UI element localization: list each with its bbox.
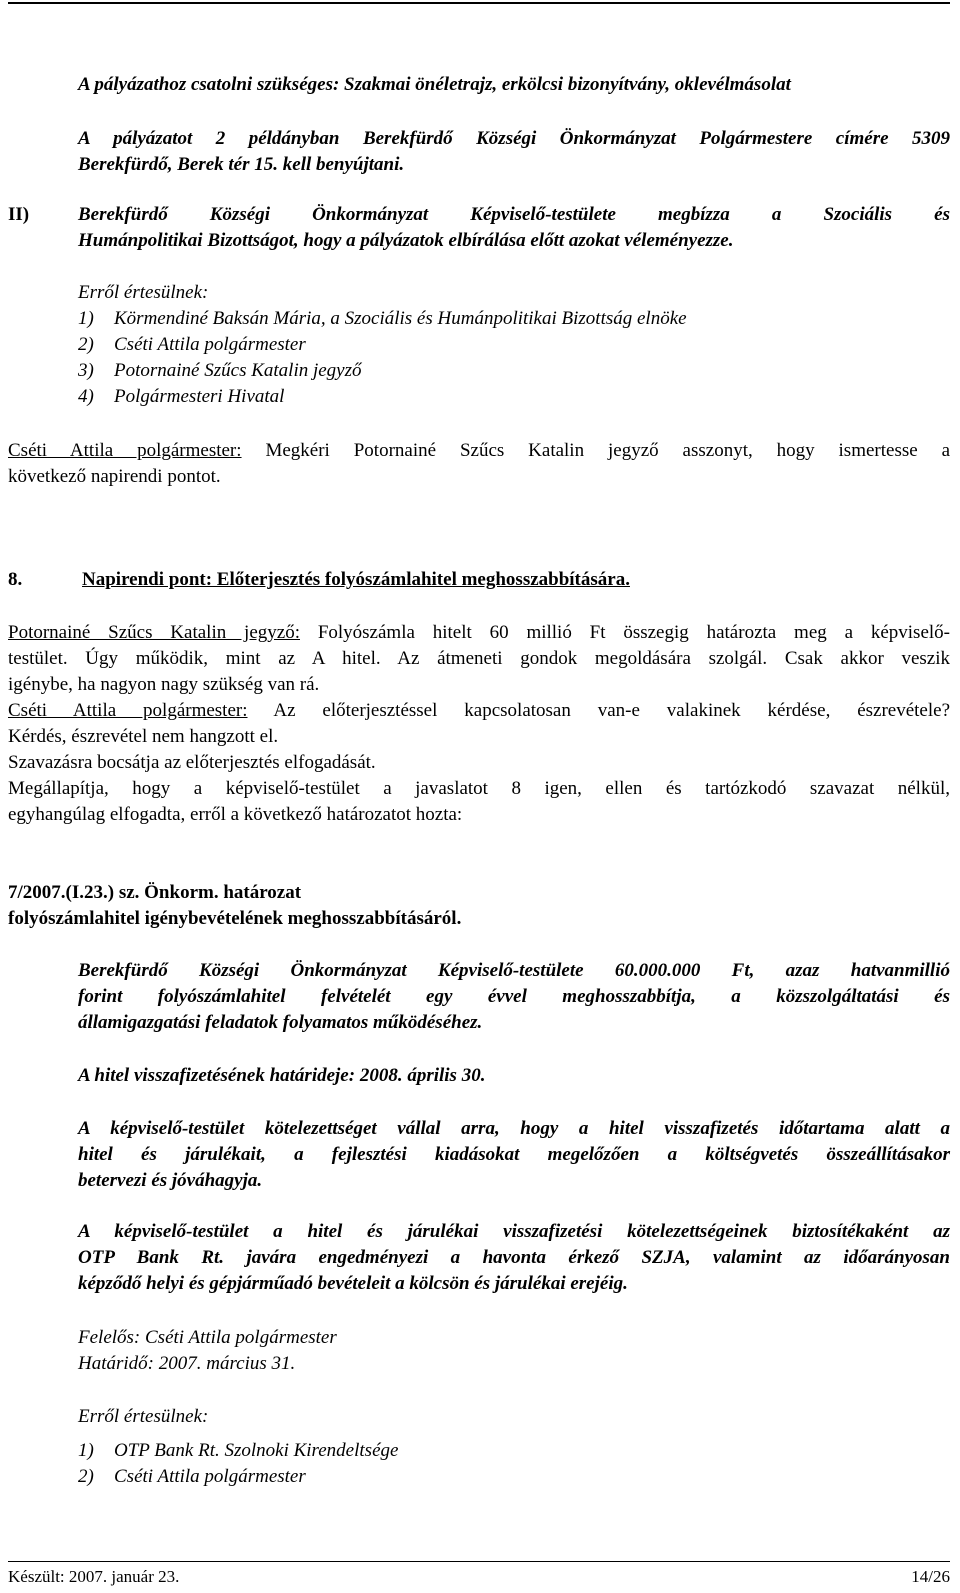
resolution-number: 7/2007.(I.23.) sz. Önkorm. határozat	[8, 882, 302, 903]
resolution-responsibility	[0, 1325, 960, 1377]
speaker-name: Cséti Attila polgármester:	[8, 440, 242, 461]
list-item: 2) Cséti Attila polgármester	[78, 1466, 306, 1487]
resolution-paragraph-4: A képviselő-testület a hitel és járulékai visszafizetési kötelezettségeinek biztosítékaként az OTP Bank Rt. javára engedményezi a havonta érkező SZJA, valamint az időarányosan képződő helyi és gépjárműadó bevételeit a kölcsön és járulékai erejéig.	[78, 1221, 950, 1294]
submission-paragraph: A pályázatot 2 példányban Berekfürdő Községi Önkormányzat Polgármestere címére 5309 Berekfürdő, Berek tér 15. kell benyújtani.	[78, 128, 950, 175]
attachments-paragraph: A pályázathoz csatolni szükséges: Szakmai önéletrajz, erkölcsi bizonyítvány, oklevélmásolat	[78, 74, 791, 95]
resolution-paragraph-2: A hitel visszafizetésének határideje: 2008. április 30.	[78, 1065, 486, 1086]
list-item: 2) Cséti Attila polgármester	[78, 334, 306, 355]
list-item: 1) Körmendiné Baksán Mária, a Szociális és Humánpolitikai Bizottság elnöke	[78, 308, 687, 329]
resolution-paragraph-3: A képviselő-testület kötelezettséget vállal arra, hogy a hitel visszafizetés időtartama alatt a hitel és járulékait, a fejlesztési kiadásokat megelőzően a költségvetés összeállításakor betervezi és jóváhagyja.	[78, 1118, 950, 1191]
deadline: Határidő: 2007. március 31.	[78, 1353, 296, 1374]
agenda-heading: 8. Napirendi pont: Előterjesztés folyószámlahitel meghosszabbítására.	[8, 569, 630, 590]
list-item: 3) Potornainé Szűcs Katalin jegyző	[78, 360, 362, 381]
list-item: 4) Polgármesteri Hivatal	[78, 386, 285, 407]
speech-notary: Potornainé Szűcs Katalin jegyző: Folyószámla hitelt 60 millió Ft összegig határozta meg a képviselő- testület. Úgy működik, mint az A hitel. Az átmeneti gondok megoldására szolgál. Csak akkor veszik igénybe, ha nagyon nagy szükség van rá.	[8, 622, 950, 695]
notify-heading: Erről értesülnek:	[78, 1406, 209, 1427]
footer-rule	[8, 1561, 950, 1562]
footer-date: Készült: 2007. január 23.	[8, 1567, 180, 1586]
notify-heading: Erről értesülnek:	[78, 282, 209, 303]
top-rule	[8, 2, 950, 4]
list-item: 1) OTP Bank Rt. Szolnoki Kirendeltsége	[78, 1440, 399, 1461]
section-ii: II) Berekfürdő Községi Önkormányzat Képviselő-testülete megbízza a Szociális és Humánpolitikai Bizottságot, hogy a pályázatok elbírálása előtt azokat véleményezze.	[0, 202, 960, 254]
page-number: 14/26	[911, 1567, 950, 1586]
speech-mayor-2: Cséti Attila polgármester: Az előterjesztéssel kapcsolatosan van-e valakinek kérdése, észrevétele? Kérdés, észrevétel nem hangzott el. Szavazásra bocsátja az előterjesztés elfogadását. Megállapítja, hogy a képviselő-testület a javaslatot 8 igen, ellen és tartózkodó szavazat nélkül, egyhangúlag elfogadta, erről a következő határozatot hozta:	[8, 700, 951, 825]
speech-mayor-1: Cséti Attila polgármester: Megkéri Potornainé Szűcs Katalin jegyző asszonyt, hogy ismertesse a következő napirendi pontot.	[8, 440, 950, 487]
resolution-subject: folyószámlahitel igénybevételének meghosszabbításáról.	[8, 908, 462, 929]
speaker-name: Potornainé Szűcs Katalin jegyző:	[8, 622, 300, 643]
notify-list-2	[0, 1404, 960, 1490]
resolution-heading	[0, 880, 960, 932]
speaker-name: Cséti Attila polgármester:	[8, 700, 248, 721]
section-number: II)	[8, 204, 30, 225]
resolution-paragraph-1: Berekfürdő Községi Önkormányzat Képviselő-testülete 60.000.000 Ft, azaz hatvanmillió forint folyószámlahitel felvételét egy évvel meghosszabbítja, a közszolgáltatási és államigazgatási feladatok folyamatos működéséhez.	[78, 960, 950, 1033]
responsible: Felelős: Cséti Attila polgármester	[78, 1327, 337, 1348]
notify-list-1	[0, 280, 960, 410]
